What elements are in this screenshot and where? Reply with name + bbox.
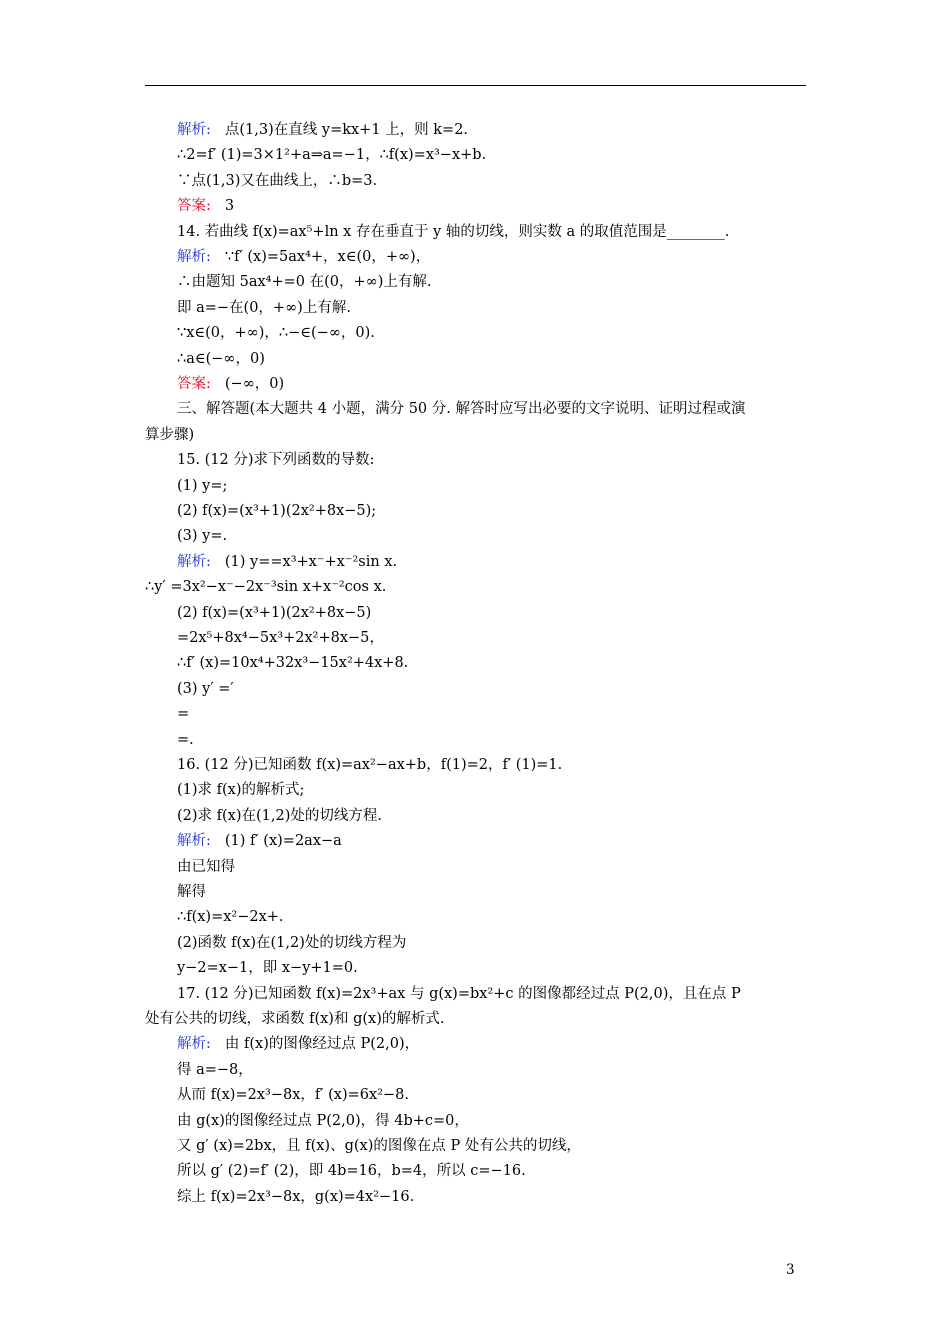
text-line: y−2=x−1，即 x−y+1=0.	[177, 960, 358, 977]
text-line: ∴f′ (x)=10x⁴+32x³−15x²+4x+8.	[177, 655, 409, 672]
section-heading: 三、解答题(本大题共 4 小题，满分 50 分. 解答时应写出必要的文字说明、证明过程或演	[177, 401, 746, 418]
question-line: 15. (12 分)求下列函数的导数:	[177, 452, 375, 469]
analysis-label: 解析:	[177, 249, 211, 265]
question-line: 16. (12 分)已知函数 f(x)=ax²−ax+b，f(1)=2，f′ (1)=1.	[177, 757, 563, 773]
text-line: (1)求 f(x)的解析式;	[177, 782, 305, 799]
text-line: 解析: (1) f′ (x)=2ax−a	[177, 833, 342, 850]
answer-label: 答案:	[177, 376, 211, 392]
text-line: (3) y=.	[177, 528, 228, 545]
text-line: 从而 f(x)=2x³−8x，f′ (x)=6x²−8.	[177, 1087, 409, 1104]
text-line: 答案: (−∞，0)	[177, 376, 285, 392]
text-line: 由 g(x)的图像经过点 P(2,0)，得 4b+c=0，	[177, 1112, 469, 1129]
text-line: ∴y′ =3x²−x⁻−2x⁻³sin x+x⁻²cos x.	[145, 579, 387, 596]
analysis-label: 解析:	[177, 122, 211, 138]
answer-label: 答案:	[177, 198, 211, 215]
text-line: =.	[177, 731, 194, 748]
text-line: =	[177, 706, 190, 723]
text-line: 又 g′ (x)=2bx，且 f(x)、g(x)的图像在点 P 处有公共的切线，	[177, 1138, 581, 1154]
text-line: 解析: ∵f′ (x)=5ax⁴+，x∈(0，+∞)，	[177, 249, 431, 265]
analysis-label: 解析:	[177, 1036, 211, 1053]
section-heading-cont: 算步骤)	[145, 426, 195, 443]
text-line: (1) y=;	[177, 477, 228, 494]
text-line: 解得	[177, 884, 206, 900]
text-line: 综上 f(x)=2x³−8x，g(x)=4x²−16.	[177, 1188, 415, 1205]
text-line: ∵点(1,3)又在曲线上，∴b=3.	[177, 172, 378, 189]
text-line: 即 a=−在(0，+∞)上有解.	[177, 299, 351, 316]
text-line: (2) f(x)=(x³+1)(2x²+8x−5);	[177, 503, 377, 519]
question-line: 17. (12 分)已知函数 f(x)=2x³+ax 与 g(x)=bx²+c 的图像都经过点 P(2,0)，且在点 P	[177, 985, 741, 1002]
question-line: 14. 若曲线 f(x)=ax⁵+ln x 存在垂直于 y 轴的切线，则实数 a 的取值范围是________.	[177, 223, 730, 240]
text-line: (2) f(x)=(x³+1)(2x²+8x−5)	[177, 604, 372, 621]
page-number: 3	[786, 1262, 795, 1278]
text-line: ∴f(x)=x²−2x+.	[177, 909, 284, 926]
text-line: =2x⁵+8x⁴−5x³+2x²+8x−5，	[177, 630, 384, 646]
text-line: 答案: 3	[177, 198, 235, 215]
text-line: ∴由题知 5ax⁴+=0 在(0，+∞)上有解.	[177, 274, 432, 291]
header-rule	[145, 85, 806, 86]
analysis-label: 解析:	[177, 833, 211, 850]
text-line: (3) y′ =′	[177, 680, 234, 697]
text-line: ∴2=f′ (1)=3×1²+a⇒a=−1，∴f(x)=x³−x+b.	[177, 147, 487, 164]
text-line: (2)求 f(x)在(1,2)处的切线方程.	[177, 807, 382, 824]
text-line: 得 a=−8，	[177, 1061, 253, 1078]
text-line: 解析: 由 f(x)的图像经过点 P(2,0)，	[177, 1036, 420, 1053]
text-line: 解析: (1) y==x³+x⁻+x⁻²sin x.	[177, 553, 398, 570]
text-line: 由已知得	[177, 858, 235, 875]
text-line: (2)函数 f(x)在(1,2)处的切线方程为	[177, 934, 407, 951]
analysis-label: 解析:	[177, 553, 211, 570]
text-line: 解析: 点(1,3)在直线 y=kx+1 上，则 k=2.	[177, 122, 469, 138]
question-line-cont: 处有公共的切线，求函数 f(x)和 g(x)的解析式.	[145, 1011, 445, 1027]
text-line: 所以 g′ (2)=f′ (2)，即 4b=16，b=4，所以 c=−16.	[177, 1163, 526, 1180]
text-line: ∴a∈(−∞，0)	[177, 350, 265, 367]
text-line: ∵x∈(0，+∞)，∴−∈(−∞，0).	[177, 325, 375, 342]
